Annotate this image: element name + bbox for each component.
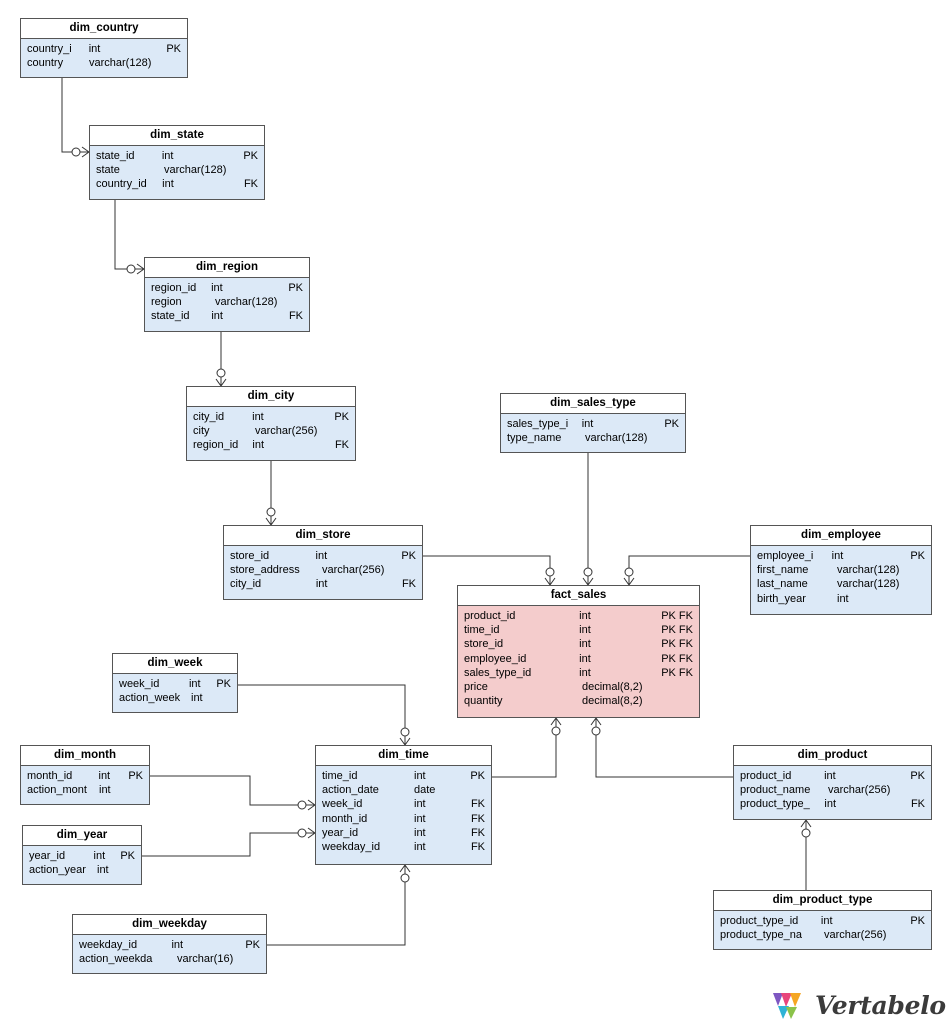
column-type: date [414,784,436,797]
table-row [316,812,491,826]
column-name: region_id [151,282,197,294]
column-key: PK [470,770,485,782]
column-key: PK [334,411,349,423]
column-type: int [191,692,203,705]
table-row [714,928,931,942]
table-row [316,840,491,854]
column-type: int [93,850,106,862]
column-key: FK [243,178,258,191]
table-row [73,938,266,952]
column-type: int [99,784,111,797]
column-key: FK [334,439,349,452]
table-row [90,177,264,191]
column-name: region_id [193,439,239,452]
column-name: product_id [740,770,792,782]
table-row [21,56,187,70]
column-name: last_name [757,578,808,591]
column-type: varchar(128) [837,578,900,591]
column-key: PK [664,418,679,430]
table-row [224,577,422,591]
table-row [734,783,931,797]
table-columns [458,606,699,712]
table-dim_state[interactable] [89,125,265,200]
table-title: dim_sales_type [501,394,685,414]
table-row [316,826,491,840]
table-columns [145,278,309,328]
column-key: PK [401,550,416,562]
column-type: varchar(128) [215,296,278,309]
column-type: int [579,638,591,651]
column-type: int [820,915,833,927]
column-key: PK FK [661,652,693,665]
column-key: FK [288,310,303,323]
table-row [458,623,699,637]
column-name: country_i [27,43,72,55]
column-name: weekday_id [79,939,138,951]
table-row [90,149,264,163]
table-columns [224,546,422,596]
table-dim_product[interactable] [733,745,932,820]
table-dim_time[interactable] [315,745,492,865]
column-name: employee_id [464,652,527,665]
table-columns [751,546,931,610]
column-type: int [414,826,426,839]
table-row [734,797,931,811]
column-key: FK [470,798,485,811]
table-dim_month[interactable] [20,745,150,805]
table-title: dim_state [90,126,264,146]
table-row [714,914,931,928]
table-row [145,295,309,309]
table-row [458,652,699,666]
table-title: dim_country [21,19,187,39]
column-type: varchar(256) [255,425,318,438]
column-name: city [193,425,210,438]
table-columns [187,407,355,457]
table-dim_employee[interactable] [750,525,932,615]
table-columns [21,766,149,801]
column-name: product_name [740,784,811,797]
table-row [21,769,149,783]
column-type: int [831,550,844,562]
column-key: FK [470,812,485,825]
column-name: month_id [27,770,73,782]
column-type: varchar(128) [837,564,900,577]
column-name: first_name [757,564,809,577]
column-key: PK [128,770,143,782]
table-row [458,680,699,694]
table-row [187,438,355,452]
column-key: PK [910,770,925,782]
column-type: int [315,550,328,562]
column-name: action_date [322,784,379,797]
column-type: int [88,43,101,55]
table-row [751,577,931,591]
column-key: FK [470,841,485,854]
table-row [21,783,149,797]
column-key: PK FK [661,624,693,637]
column-name: state [96,164,120,177]
column-name: week_id [322,798,363,811]
column-type: int [211,282,223,294]
table-row [187,410,355,424]
table-dim_product_type[interactable] [713,890,932,950]
column-type: decimal(8,2) [582,681,643,694]
column-key: PK [910,550,925,562]
table-columns [73,935,266,970]
table-row [501,431,685,445]
column-name: state_id [96,150,135,162]
column-name: country_id [96,178,147,191]
column-name: action_weekda [79,953,153,966]
column-type: int [414,770,426,782]
column-type: varchar(256) [824,929,887,942]
table-title: fact_sales [458,586,699,606]
table-title: dim_weekday [73,915,266,935]
column-type: int [581,418,594,430]
table-columns [113,674,237,709]
column-key: PK [120,850,135,862]
column-name: year_id [29,850,66,862]
column-key: PK [166,43,181,55]
column-type: int [414,841,426,854]
table-fact_sales[interactable] [457,585,700,718]
column-name: action_mont [27,784,87,797]
column-name: action_year [29,864,86,877]
table-title: dim_store [224,526,422,546]
column-name: store_id [464,638,504,651]
vertabelo-mark-icon [773,990,807,1020]
column-name: store_address [230,564,300,577]
column-name: city_id [230,578,262,591]
table-dim_country[interactable] [20,18,188,78]
column-type: int [414,798,426,811]
column-type: int [837,592,849,605]
table-title: dim_employee [751,526,931,546]
column-type: varchar(128) [89,57,152,70]
table-row [316,797,491,811]
table-row [224,563,422,577]
table-row [113,691,237,705]
column-name: product_id [464,610,516,622]
table-dim_year[interactable] [22,825,142,885]
table-columns [714,911,931,946]
table-row [751,563,931,577]
column-key: PK [243,150,258,162]
table-row [23,863,141,877]
column-type: varchar(256) [322,564,385,577]
column-key: PK [910,915,925,927]
column-name: type_name [507,432,562,445]
table-row [21,42,187,56]
table-row [751,592,931,606]
table-title: dim_month [21,746,149,766]
column-type: int [161,150,174,162]
table-row [316,769,491,783]
table-columns [23,846,141,881]
column-name: quantity [464,695,503,708]
table-title: dim_time [316,746,491,766]
table-row [145,309,309,323]
table-title: dim_product [734,746,931,766]
column-type: int [211,310,223,323]
column-type: varchar(256) [828,784,891,797]
column-name: year_id [322,826,359,839]
table-columns [90,146,264,196]
vertabelo-logo [773,985,946,1025]
column-type: int [414,812,426,825]
column-key: PK [216,678,231,690]
column-name: weekday_id [322,841,381,854]
table-row [316,783,491,797]
column-name: product_type_ [740,798,810,811]
table-row [734,769,931,783]
column-type: int [252,411,264,423]
table-row [458,694,699,708]
table-title: dim_city [187,387,355,407]
column-name: store_id [230,550,270,562]
table-dim_region[interactable] [144,257,310,332]
column-type: int [579,610,591,622]
table-row [751,549,931,563]
column-name: state_id [151,310,190,323]
column-name: time_id [322,770,358,782]
column-type: int [188,678,201,690]
column-type: int [98,770,111,782]
table-row [187,424,355,438]
table-dim_week[interactable] [112,653,238,713]
column-type: int [824,798,837,811]
table-dim_weekday[interactable] [72,914,267,974]
table-row [224,549,422,563]
table-columns [21,39,187,74]
column-name: price [464,681,488,694]
column-name: product_type_id [720,915,799,927]
column-type: int [315,578,328,591]
table-row [90,163,264,177]
table-row [458,666,699,680]
column-type: int [579,666,591,679]
table-title: dim_week [113,654,237,674]
column-type: decimal(8,2) [582,695,643,708]
table-row [23,849,141,863]
column-name: country [27,57,64,70]
column-type: varchar(16) [177,953,234,966]
column-type: int [171,939,184,951]
table-columns [734,766,931,816]
table-row [145,281,309,295]
column-key: PK FK [661,666,693,679]
column-name: sales_type_i [507,418,569,430]
column-name: week_id [119,678,160,690]
table-columns [501,414,685,449]
table-dim_city[interactable] [186,386,356,461]
column-name: sales_type_id [464,666,532,679]
column-name: time_id [464,624,500,637]
table-title: dim_year [23,826,141,846]
column-type: int [824,770,836,782]
column-key: PK FK [661,610,693,622]
table-title: dim_product_type [714,891,931,911]
table-row [73,952,266,966]
column-type: int [252,439,265,452]
column-type: int [97,864,109,877]
table-row [113,677,237,691]
column-name: action_week [119,692,181,705]
column-key: PK [288,282,303,294]
column-type: varchar(128) [585,432,648,445]
column-key: FK [401,578,416,591]
table-row [458,637,699,651]
column-name: month_id [322,812,368,825]
column-key: PK [245,939,260,951]
column-name: product_type_na [720,929,802,942]
column-name: region [151,296,182,309]
table-columns [316,766,491,858]
table-row [501,417,685,431]
column-key: FK [470,826,485,839]
vertabelo-wordmark: Vertabelo [815,990,946,1020]
table-dim_sales_type[interactable] [500,393,686,453]
table-title: dim_region [145,258,309,278]
table-dim_store[interactable] [223,525,423,600]
column-type: int [579,624,591,637]
column-type: varchar(128) [164,164,227,177]
column-type: int [162,178,174,191]
column-name: employee_i [757,550,814,562]
table-row [458,609,699,623]
column-name: birth_year [757,592,806,605]
column-name: city_id [193,411,225,423]
column-key: FK [910,798,925,811]
column-type: int [579,652,591,665]
column-key: PK FK [661,638,693,651]
